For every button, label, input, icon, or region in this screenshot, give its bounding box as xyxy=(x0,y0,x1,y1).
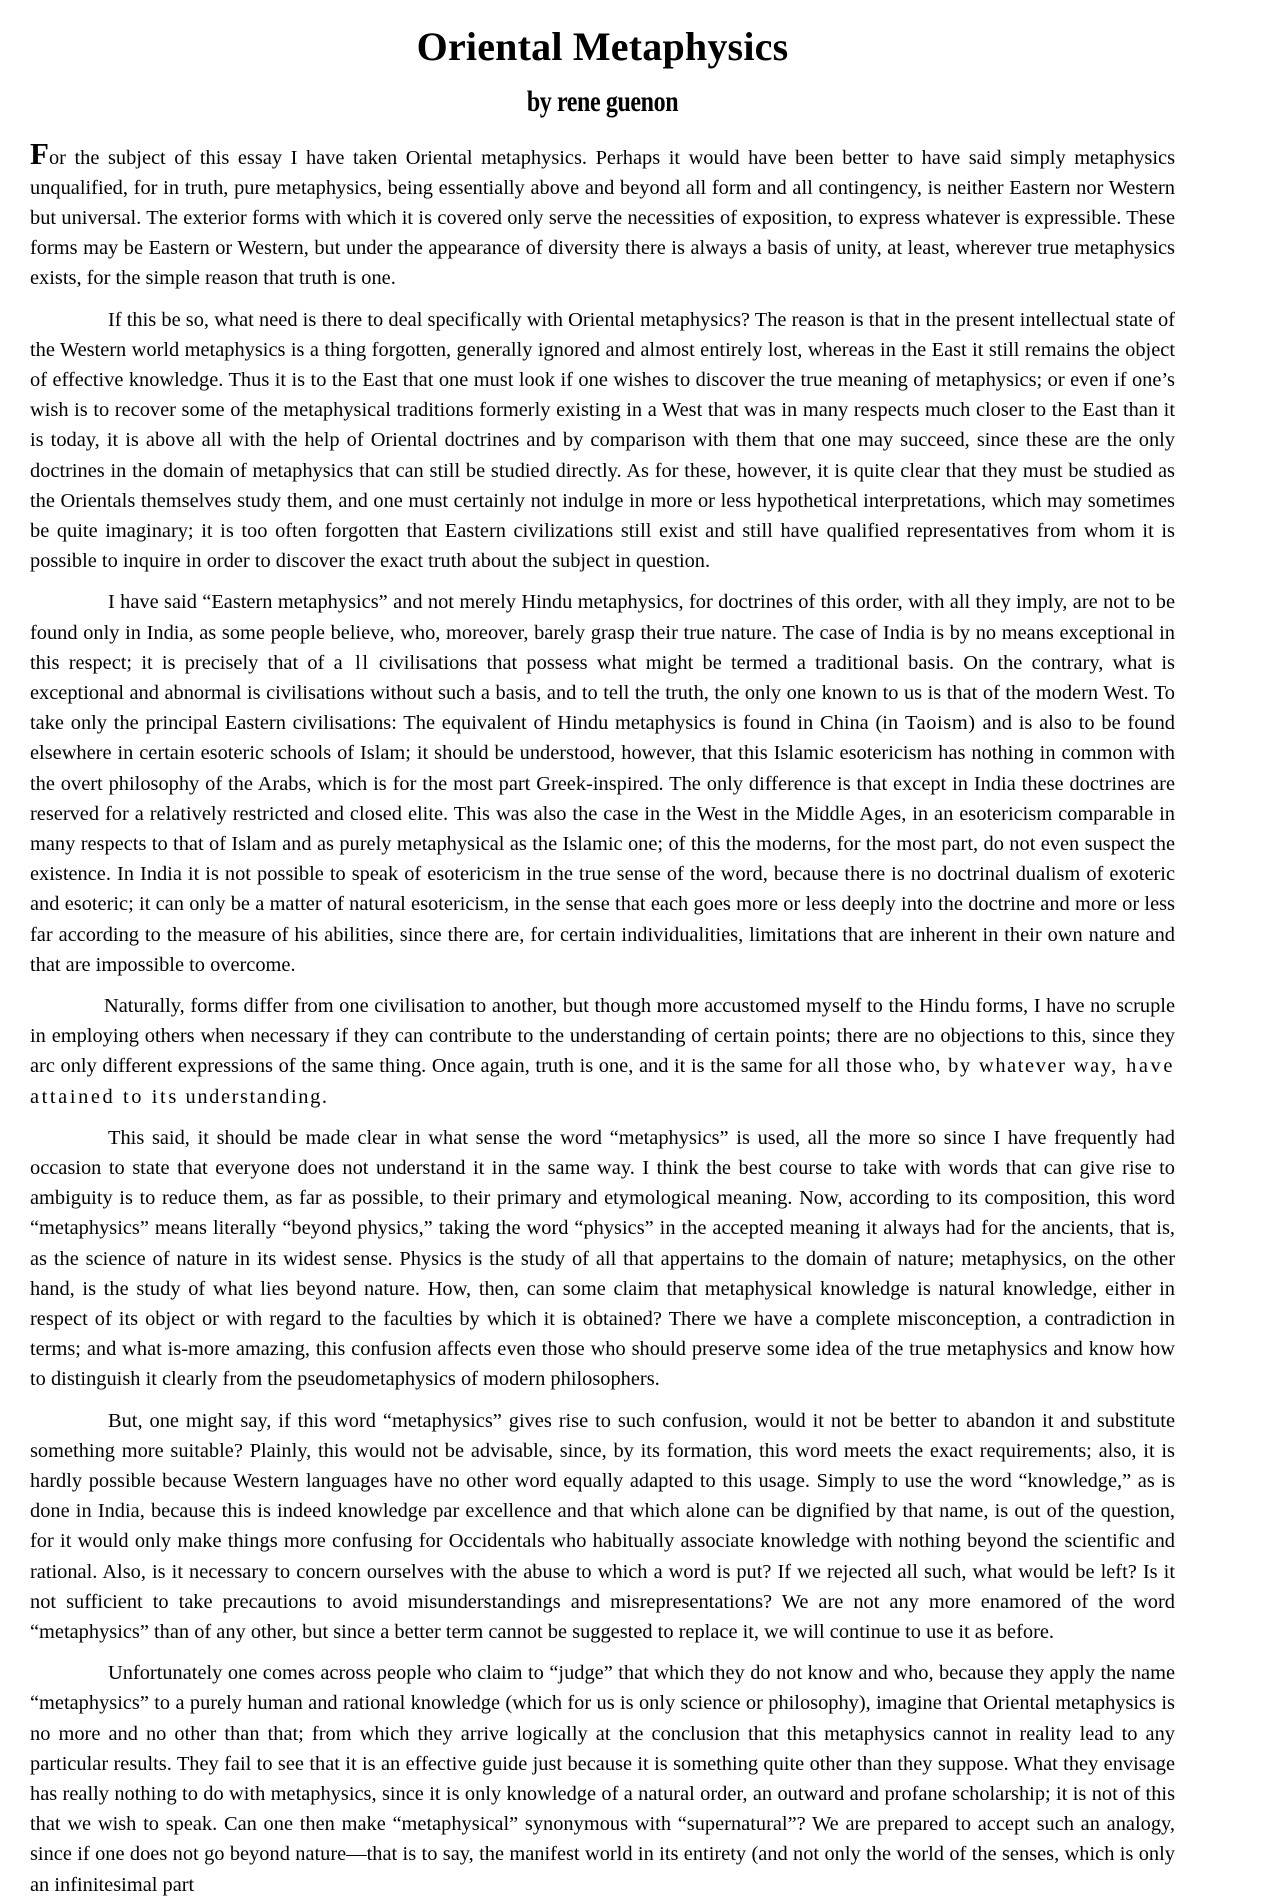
paragraph-4-tracked-5: understanding. xyxy=(178,1085,329,1108)
paragraph-3 xyxy=(30,587,1175,980)
paragraph-3-spaced-all: a ll xyxy=(333,651,370,674)
paragraph-4-tracked-1: all those who, xyxy=(817,1055,941,1078)
drop-cap-letter: F xyxy=(30,135,49,171)
paragraph-7: Unfortunately one comes across people who claim to “judge” that which they do not know and who, because they apply the name “metaphysics” to a purely human and rational knowledge (which for us is only science or philosophy), imagine that Oriental metaphysics is no more and no other than that; from which they arrive logically at the conclusion that this metaphysics cannot in reality lead to any particular results. They fail to see that it is an effective guide just because it is something quite other than they suppose. What they envisage has really nothing to do with metaphysics, since it is only knowledge of a natural order, an outward and profane scholarship; it is not of this that we wish to speak. Can one then make “metaphysical” synonymous with “supernatural”? We are prepared to accept such an analogy, since if one does not go beyond nature—that is to say, the manifest world in its entirety (and not only the world of the senses, which is only an infinitesimal part xyxy=(30,1662,1175,1896)
paragraph-3-text-b: civilisations that possess what might be termed a traditional basis. On the contrary, what is exceptional and abnormal is civilisations without such a basis, and to tell the truth, the only one known to us is that of the modern West. To take only the principal Eastern civilisations: The equivalent of Hindu metaphysics is found in China (in xyxy=(30,651,1175,735)
page-title: Oriental Metaphysics xyxy=(416,24,789,69)
paragraph-4-text-a: Naturally, forms differ from one civilisation to another, but though more accustomed myself to the Hindu forms, I have no scruple in employing others when necessary if they can contribute to the understanding of certain points; there are no objections to this, since they arc only different expressions of the same thing. Once again, truth is one, and it is the same for xyxy=(30,994,1175,1078)
essay-body xyxy=(30,135,1176,1900)
paragraph-1-text: or the subject of this essay I have taken Oriental metaphysics. Perhaps it would have been better to have said simply metaphysics unqualified, for in truth, pure metaphysics, being essentially above and beyond all form and all contingency, is neither Eastern nor Western but universal. The exterior forms with which it is covered only serve the necessities of exposition, to express whatever is expressible. These forms may be Eastern or Western, but under the appearance of diversity there is always a basis of unity, at least, wherever true metaphysics exists, for the simple reason that truth is one. xyxy=(30,146,1175,290)
paragraph-5: This said, it should be made clear in what sense the word “metaphysics” is used, all the more so since I have frequently had occasion to state that everyone does not understand it in the same way. I think the best course to take with words that can give rise to ambiguity is to reduce them, as far as possible, to their primary and etymological meaning. Now, according to its composition, this word “metaphysics” means literally “beyond physics,” taking the word “physics” in the accepted meaning it always had for the ancients, that is, as the science of nature in its widest sense. Physics is the study of all that appertains to the domain of nature; metaphysics, on the other hand, is the study of what lies beyond nature. How, then, can some claim that metaphysical knowledge is natural knowledge, either in respect of its object or with regard to the faculties by which it is obtained? There we have a complete misconception, a contradiction in terms; and what is-more amazing, this confusion affects even those who should preserve some idea of the true metaphysics and know how to distinguish it clearly from the pseudometaphysics of modern philosophers. xyxy=(30,1126,1175,1391)
paragraph-4 xyxy=(30,991,1175,1112)
page-content xyxy=(30,0,1175,1900)
paragraph-2: If this be so, what need is there to deal specifically with Oriental metaphysics? The reason is that in the present intellectual state of the Western world metaphysics is a thing forgotten, generally ignored and almost entirely lost, whereas in the East it still remains the object of effective knowledge. Thus it is to the East that one must look if one wishes to discover the true meaning of metaphysics; or even if one’s wish is to recover some of the metaphysical traditions formerly existing in a West that was in many respects much closer to the East than it is today, it is above all with the help of Oriental doctrines and by comparison with them that one may succeed, since these are the only doctrines in the domain of metaphysics that can still be studied directly. As for these, however, it is quite clear that they must be studied as the Orientals themselves study them, and one must certainly not indulge in more or less hypothetical interpretations, which may sometimes be quite imaginary; it is too often forgotten that Eastern civilizations still exist and still have qualified representatives from whom it is possible to inquire in order to discover the exact truth about the subject in question. xyxy=(30,308,1175,573)
paragraph-6: But, one might say, if this word “metaphysics” gives rise to such confusion, would it not be better to abandon it and substitute something more suitable? Plainly, this would not be advisable, since, by its formation, this word meets the exact requirements; also, it is hardly possible because Western languages have no other word equally adapted to this usage. Simply to use the word “knowledge,” as is done in India, because this is indeed knowledge par excellence and that which alone can be dignified by that name, is out of the question, for it would only make things more confusing for Occidentals who habitually associate knowledge with nothing beyond the scientific and rational. Also, is it necessary to concern ourselves with the abuse to which a word is put? If we rejected all such, what would be left? Is it not sufficient to take precautions to avoid misunderstandings and misrepresentations? We are not any more enamored of the word “metaphysics” than of any other, but since a better term cannot be suggested to replace it, we will continue to use it as before. xyxy=(30,1409,1175,1644)
paragraph-4-tracked-4: attained to its xyxy=(30,1085,179,1108)
paragraph-3-text-a: I have said “Eastern metaphysics” and not merely Hindu metaphysics, for doctrines of this order, with all they imply, are not to be found only in India, as some people believe, who, moreover, barely grasp their true nature. The case of India is by no means exceptional in this respect; it is precisely that of xyxy=(30,591,1175,674)
paragraph-4-tracked-3: have xyxy=(1117,1055,1176,1078)
paragraph-3-spaced-taoism: Taoism) xyxy=(904,712,976,735)
paragraph-4-tracked-2: by whatever way, xyxy=(940,1055,1118,1078)
paragraph-3-text-c: and is also to be found elsewhere in certain esoteric schools of Islam; it should be understood, however, that this Islamic esotericism has nothing in common with the overt philosophy of the Arabs, which is for the most part Greek-inspired. The only difference is that except in India these doctrines are reserved for a relatively restricted and closed elite. This was also the case in the West in the Middle Ages, in an esotericism comparable in many respects to that of Islam and as purely metaphysical as the Islamic one; of this the moderns, for the most part, do not even suspect the existence. In India it is not possible to speak of esotericism in the true sense of the word, because there is no doctrinal dualism of exoteric and esoteric; it can only be a matter of natural esotericism, in the sense that each goes more or less deeply into the doctrine and more or less far according to the measure of his abilities, since there are, for certain individualities, limitations that are inherent in their own nature and that are impossible to overcome. xyxy=(30,712,1175,976)
paragraph-1 xyxy=(30,135,1175,294)
author-byline: by rene guenon xyxy=(526,85,679,118)
